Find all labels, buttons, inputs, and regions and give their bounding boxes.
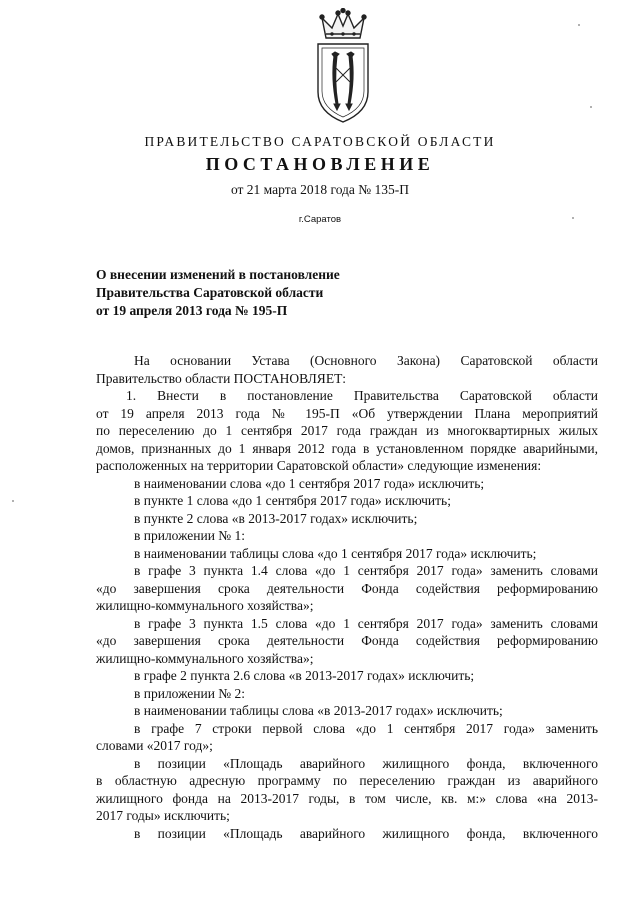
body-line: домов, признанных до 1 января 2012 года в установленном порядке аварийными,: [96, 440, 598, 456]
body-line: в наименовании таблицы слова «в 2013-2017 годах» исключить;: [134, 703, 503, 718]
government-name: ПРАВИТЕЛЬСТВО САРАТОВСКОЙ ОБЛАСТИ: [144, 134, 496, 149]
body-line: «до завершения срока деятельности Фонда содействия реформированию: [96, 633, 598, 648]
decree-subject-title: [96, 266, 416, 320]
scan-speck: [12, 500, 14, 502]
coat-of-arms-emblem: [312, 8, 374, 128]
body-line: жилищно-коммунального хозяйства»;: [96, 598, 314, 613]
decree-body: [96, 352, 598, 842]
body-line: в областную адресную программу по переселению граждан из аварийного: [96, 773, 598, 788]
body-line: от 19 апреля 2013 года № 195-П «Об утверждении Плана мероприятий: [96, 405, 598, 421]
body-line: в наименовании слова «до 1 сентября 2017 года» исключить;: [134, 475, 485, 491]
body-line: в графе 3 пункта 1.4 слова «до 1 сентября 2017 года» заменить словами: [134, 563, 598, 578]
body-line: Правительство области ПОСТАНОВЛЯЕТ:: [96, 370, 347, 386]
scan-speck: [590, 106, 592, 108]
body-line: жилищно-коммунального хозяйства»;: [96, 650, 314, 666]
city-label: г.Саратов: [298, 214, 342, 225]
title-line: от 19 апреля 2013 года № 195-П: [96, 303, 288, 318]
body-line: расположенных на территории Саратовской области» следующие изменения:: [96, 458, 542, 473]
body-line: в пункте 1 слова «до 1 сентября 2017 года» исключить;: [134, 493, 451, 508]
body-line: в наименовании таблицы слова «до 1 сентября 2017 года» исключить;: [134, 545, 537, 561]
body-line: в пункте 2 слова «в 2013-2017 годах» исключить;: [134, 510, 418, 526]
body-line: в позиции «Площадь аварийного жилищного фонда, включенного: [134, 755, 598, 771]
document-type-title: ПОСТАНОВЛЕНИЕ: [205, 154, 435, 174]
title-line: О внесении изменений в постановление: [96, 267, 340, 282]
shield-icon: [318, 44, 368, 122]
body-line: в приложении № 1:: [134, 528, 246, 543]
body-line: в графе 7 строки первой слова «до 1 сентября 2017 года» заменить: [134, 720, 598, 736]
body-line: в графе 2 пункта 2.6 слова «в 2013-2017 годах» исключить;: [134, 668, 475, 683]
body-line: 1. Внести в постановление Правительства Саратовской области: [126, 388, 598, 403]
body-line: На основании Устава (Основного Закона) Саратовской области: [134, 353, 598, 368]
body-line: 2017 годы» исключить;: [96, 808, 230, 823]
body-line: в графе 3 пункта 1.5 слова «до 1 сентября 2017 года» заменить словами: [134, 615, 598, 631]
body-line: по переселению до 1 сентября 2017 года граждан из многоквартирных жилых: [96, 423, 598, 438]
decree-date-number: от 21 марта 2018 года № 135-П: [230, 182, 410, 197]
body-line: словами «2017 год»;: [96, 738, 213, 753]
scan-speck: [578, 24, 580, 26]
scan-speck: [572, 217, 574, 219]
body-line: «до завершения срока деятельности Фонда содействия реформированию: [96, 580, 598, 596]
title-line: Правительства Саратовской области: [96, 285, 324, 300]
body-line: жилищного фонда на 2013-2017 годы, в том числе, кв. м:» слова «на 2013-: [96, 790, 598, 806]
body-line: в приложении № 2:: [134, 685, 246, 701]
crown-icon: [320, 9, 366, 39]
sterlets-icon: [332, 52, 354, 110]
body-line: в позиции «Площадь аварийного жилищного фонда, включенного: [134, 825, 598, 841]
